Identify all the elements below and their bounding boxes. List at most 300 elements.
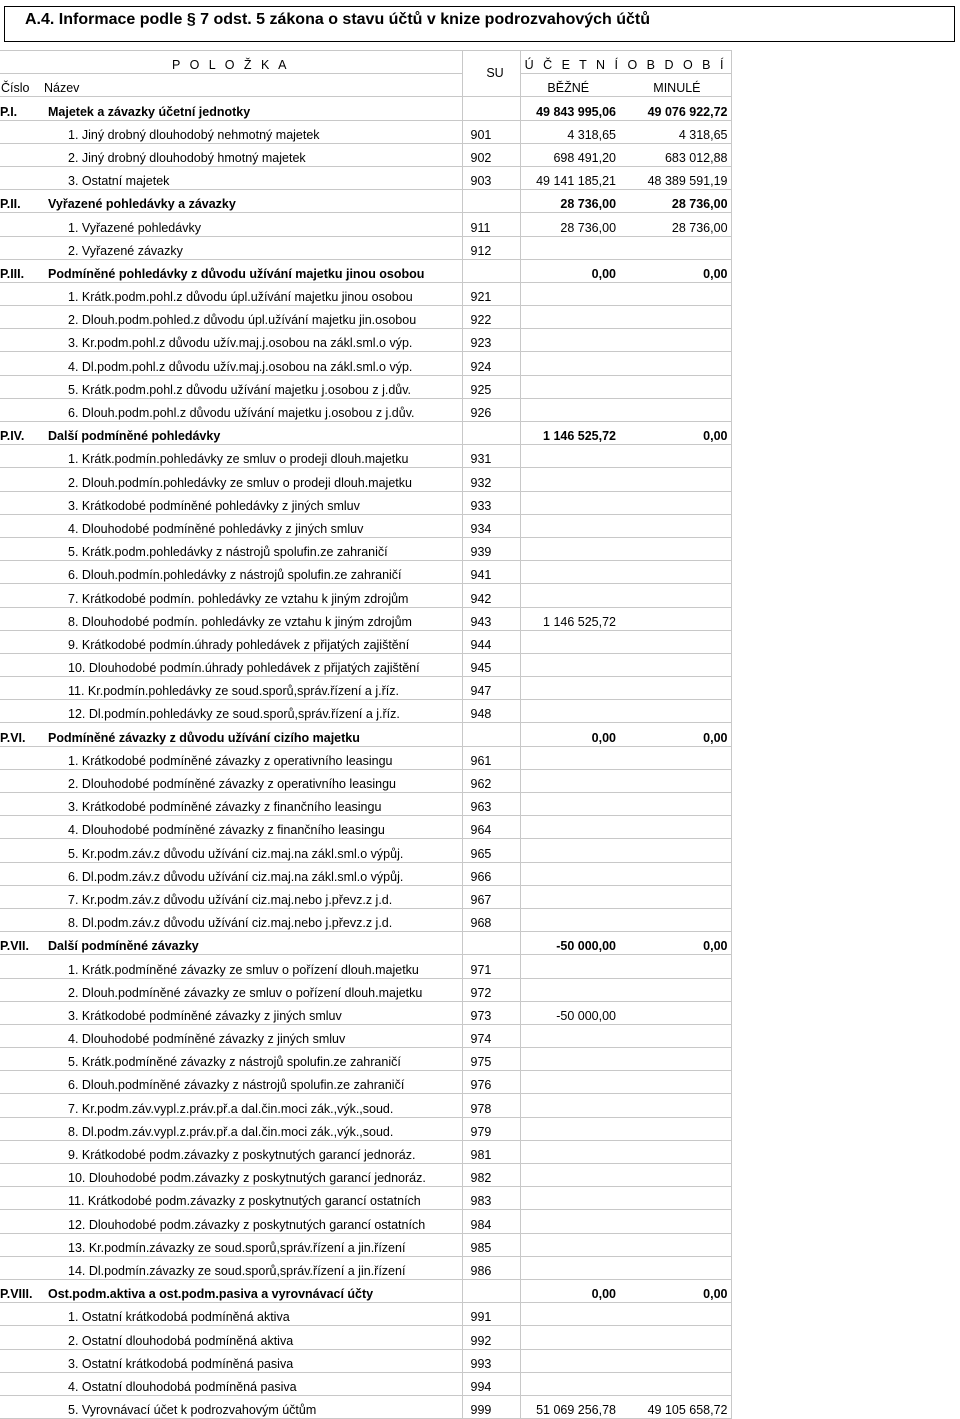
table-row [0,1024,731,1047]
row-su: 968 [462,908,520,931]
row-su: 964 [462,816,520,839]
row-previous-value [616,1094,731,1117]
row-name: 3. Krátkodobé podmíněné závazky z finančního leasingu [40,793,462,816]
header-minule: MINULÉ [616,74,731,97]
table-row [0,908,731,931]
row-su: 948 [462,700,520,723]
table-row [0,1395,731,1418]
section-row [0,190,731,213]
row-name: 11. Kr.podmín.pohledávky ze soud.sporů,správ.řízení a j.říz. [40,677,462,700]
row-su: 993 [462,1349,520,1372]
row-current-value [520,375,616,398]
row-previous-value [616,1140,731,1163]
row-name: 1. Vyřazené pohledávky [40,213,462,236]
row-previous-value: 4 318,65 [616,120,731,143]
row-current-value [520,1117,616,1140]
table-row [0,630,731,653]
row-name: Podmíněné závazky z důvodu užívání cizího majetku [40,723,462,746]
section-row [0,723,731,746]
row-previous-value [616,908,731,931]
table-row [0,978,731,1001]
row-current-value: 1 146 525,72 [520,607,616,630]
row-current-value [520,1256,616,1279]
row-name: 3. Ostatní krátkodobá podmíněná pasiva [40,1349,462,1372]
row-name: 1. Ostatní krátkodobá podmíněná aktiva [40,1303,462,1326]
row-number [0,1164,40,1187]
row-su [462,1279,520,1302]
row-name: 3. Krátkodobé podmíněné závazky z jiných smluv [40,1001,462,1024]
table-row [0,1233,731,1256]
row-su: 926 [462,398,520,421]
row-su: 925 [462,375,520,398]
row-previous-value [616,1164,731,1187]
row-current-value [520,885,616,908]
row-name: 6. Dlouh.podm.pohl.z důvodu užívání majetku j.osobou z j.dův. [40,398,462,421]
table-row [0,236,731,259]
table-row [0,282,731,305]
row-name: 8. Dlouhodobé podmín. pohledávky ze vztahu k jiným zdrojům [40,607,462,630]
row-current-value [520,491,616,514]
row-current-value [520,306,616,329]
row-su: 973 [462,1001,520,1024]
row-number [0,677,40,700]
row-name: 1. Krátkodobé podmíněné závazky z operativního leasingu [40,746,462,769]
table-row [0,1001,731,1024]
table-row [0,1164,731,1187]
table-row [0,468,731,491]
row-su: 931 [462,445,520,468]
table-row [0,1326,731,1349]
row-number [0,468,40,491]
row-previous-value [616,561,731,584]
row-number [0,1001,40,1024]
row-current-value [520,468,616,491]
table-row [0,375,731,398]
row-su [462,259,520,282]
row-current-value: 0,00 [520,723,616,746]
row-previous-value [616,491,731,514]
row-number [0,398,40,421]
row-current-value [520,677,616,700]
row-previous-value [616,514,731,537]
row-name: 13. Kr.podmín.závazky ze soud.sporů,správ.řízení a jin.řízení [40,1233,462,1256]
header-bezne: BĚŽNÉ [520,74,616,97]
row-number [0,120,40,143]
header-cislo: Číslo [0,74,40,97]
row-number: P.VI. [0,723,40,746]
row-name: 4. Dlouhodobé podmíněné pohledávky z jiných smluv [40,514,462,537]
row-number [0,1395,40,1418]
row-number [0,1210,40,1233]
row-previous-value [616,885,731,908]
row-current-value [520,769,616,792]
table-row [0,166,731,189]
row-number [0,491,40,514]
row-previous-value [616,1303,731,1326]
row-previous-value [616,1326,731,1349]
row-su: 971 [462,955,520,978]
row-number [0,746,40,769]
row-su: 921 [462,282,520,305]
row-su: 963 [462,793,520,816]
row-name: 5. Krátk.podm.pohledávky z nástrojů spolufin.ze zahraničí [40,537,462,560]
section-row [0,97,731,120]
table-row [0,1071,731,1094]
row-previous-value [616,236,731,259]
section-row [0,932,731,955]
row-previous-value [616,1210,731,1233]
row-su: 912 [462,236,520,259]
row-previous-value [616,282,731,305]
table-row [0,1349,731,1372]
row-current-value [520,1164,616,1187]
row-previous-value [616,537,731,560]
row-su: 978 [462,1094,520,1117]
row-su: 944 [462,630,520,653]
row-su [462,932,520,955]
row-name: 12. Dl.podmín.pohledávky ze soud.sporů,správ.řízení a j.říz. [40,700,462,723]
row-number [0,445,40,468]
row-name: 8. Dl.podm.záv.z důvodu užívání ciz.maj.nebo j.převz.z j.d. [40,908,462,931]
row-current-value [520,352,616,375]
row-previous-value [616,1187,731,1210]
row-name: 2. Dlouh.podm.pohled.z důvodu úpl.užívání majetku jin.osobou [40,306,462,329]
row-number [0,1187,40,1210]
table-row [0,398,731,421]
row-current-value [520,1187,616,1210]
row-number [0,1117,40,1140]
table-row [0,1094,731,1117]
row-name: Další podmíněné pohledávky [40,422,462,445]
row-number: P.VIII. [0,1279,40,1302]
row-name: 3. Ostatní majetek [40,166,462,189]
row-current-value: 49 141 185,21 [520,166,616,189]
header-su: SU [462,51,520,97]
row-current-value: -50 000,00 [520,1001,616,1024]
row-number [0,584,40,607]
row-name: 5. Kr.podm.záv.z důvodu užívání ciz.maj.na zákl.sml.o výpůj. [40,839,462,862]
row-current-value [520,282,616,305]
row-su: 984 [462,1210,520,1233]
row-current-value: 28 736,00 [520,213,616,236]
row-number [0,1140,40,1163]
table-row [0,1048,731,1071]
row-name: 1. Krátk.podmín.pohledávky ze smluv o prodeji dlouh.majetku [40,445,462,468]
row-current-value [520,1349,616,1372]
row-number [0,816,40,839]
row-name: 3. Krátkodobé podmíněné pohledávky z jiných smluv [40,491,462,514]
row-su: 903 [462,166,520,189]
row-previous-value [616,306,731,329]
row-current-value [520,1048,616,1071]
row-previous-value [616,677,731,700]
row-previous-value [616,468,731,491]
row-current-value: 1 146 525,72 [520,422,616,445]
row-name: 2. Vyřazené závazky [40,236,462,259]
row-name: 6. Dlouh.podmíněné závazky z nástrojů spolufin.ze zahraničí [40,1071,462,1094]
row-previous-value: 0,00 [616,422,731,445]
row-su: 932 [462,468,520,491]
row-previous-value [616,839,731,862]
row-su: 934 [462,514,520,537]
row-current-value: 698 491,20 [520,143,616,166]
row-number [0,352,40,375]
row-number [0,908,40,931]
row-number [0,885,40,908]
row-su: 985 [462,1233,520,1256]
row-current-value [520,1024,616,1047]
table-row [0,1140,731,1163]
row-su: 975 [462,1048,520,1071]
row-number [0,1024,40,1047]
row-previous-value [616,1048,731,1071]
row-name: 12. Dlouhodobé podm.závazky z poskytnutých garancí ostatních [40,1210,462,1233]
row-previous-value: 28 736,00 [616,213,731,236]
row-number [0,862,40,885]
row-current-value: 0,00 [520,259,616,282]
row-current-value [520,445,616,468]
table-row [0,445,731,468]
header-row-top [0,51,731,74]
table-row [0,352,731,375]
row-current-value [520,398,616,421]
row-previous-value [616,700,731,723]
row-previous-value [616,630,731,653]
row-previous-value [616,1117,731,1140]
table-row [0,514,731,537]
table-row [0,746,731,769]
row-su: 962 [462,769,520,792]
row-previous-value [616,1071,731,1094]
row-current-value [520,746,616,769]
table-row [0,120,731,143]
table-row [0,653,731,676]
row-su: 933 [462,491,520,514]
row-number [0,236,40,259]
row-current-value: -50 000,00 [520,932,616,955]
row-number [0,514,40,537]
row-su: 941 [462,561,520,584]
table-row [0,1303,731,1326]
row-name: Další podmíněné závazky [40,932,462,955]
row-previous-value: 49 076 922,72 [616,97,731,120]
row-previous-value: 0,00 [616,723,731,746]
table-row [0,329,731,352]
row-number [0,1349,40,1372]
table-row [0,1256,731,1279]
row-su: 974 [462,1024,520,1047]
row-su: 961 [462,746,520,769]
row-su: 999 [462,1395,520,1418]
row-previous-value [616,862,731,885]
row-previous-value [616,329,731,352]
header-nazev: Název [40,74,462,97]
row-previous-value [616,955,731,978]
section-row [0,259,731,282]
row-name: 1. Jiný drobný dlouhodobý nehmotný majetek [40,120,462,143]
row-current-value: 49 843 995,06 [520,97,616,120]
row-current-value [520,630,616,653]
row-number: P.II. [0,190,40,213]
row-number [0,653,40,676]
row-name: Vyřazené pohledávky a závazky [40,190,462,213]
row-number [0,329,40,352]
row-previous-value [616,352,731,375]
table-row [0,306,731,329]
row-su: 947 [462,677,520,700]
row-name: 2. Jiný drobný dlouhodobý hmotný majetek [40,143,462,166]
row-current-value [520,537,616,560]
row-current-value: 4 318,65 [520,120,616,143]
row-number [0,1326,40,1349]
row-name: 7. Krátkodobé podmín. pohledávky ze vztahu k jiným zdrojům [40,584,462,607]
row-current-value [520,1210,616,1233]
row-su: 994 [462,1372,520,1395]
row-number [0,282,40,305]
row-number [0,769,40,792]
row-name: 5. Krátk.podm.pohl.z důvodu užívání majetku j.osobou z j.dův. [40,375,462,398]
row-previous-value [616,1024,731,1047]
table-row [0,584,731,607]
row-name: Majetek a závazky účetní jednotky [40,97,462,120]
row-number [0,1094,40,1117]
row-current-value [520,862,616,885]
row-su: 902 [462,143,520,166]
header-polozka: P O L O Ž K A [0,51,462,74]
row-name: 7. Kr.podm.záv.vypl.z.práv.př.a dal.čin.moci zák.,výk.,soud. [40,1094,462,1117]
row-name: 4. Dlouhodobé podmíněné závazky z finančního leasingu [40,816,462,839]
row-su: 945 [462,653,520,676]
table-row [0,677,731,700]
row-number [0,1071,40,1094]
row-name: 6. Dlouh.podmín.pohledávky z nástrojů spolufin.ze zahraničí [40,561,462,584]
row-name: 2. Dlouh.podmíněné závazky ze smluv o pořízení dlouh.majetku [40,978,462,1001]
table-row [0,839,731,862]
row-name: 5. Vyrovnávací účet k podrozvahovým účtům [40,1395,462,1418]
table-row [0,885,731,908]
row-name: 2. Ostatní dlouhodobá podmíněná aktiva [40,1326,462,1349]
row-previous-value [616,607,731,630]
table-row [0,1372,731,1395]
row-name: 4. Dl.podm.pohl.z důvodu užív.maj.j.osobou na zákl.sml.o výp. [40,352,462,375]
row-number [0,561,40,584]
row-name: Podmíněné pohledávky z důvodu užívání majetku jinou osobou [40,259,462,282]
row-number [0,793,40,816]
row-number [0,375,40,398]
row-current-value [520,955,616,978]
row-su: 983 [462,1187,520,1210]
row-previous-value [616,769,731,792]
table-row [0,491,731,514]
row-number [0,1372,40,1395]
row-number [0,537,40,560]
row-su: 981 [462,1140,520,1163]
row-su: 923 [462,329,520,352]
row-current-value [520,793,616,816]
header-row-bottom [0,74,731,97]
section-row [0,1279,731,1302]
table-row [0,561,731,584]
row-previous-value [616,653,731,676]
table-row [0,537,731,560]
row-previous-value: 28 736,00 [616,190,731,213]
row-current-value: 0,00 [520,1279,616,1302]
row-name: 9. Krátkodobé podm.závazky z poskytnutých garancí jednoráz. [40,1140,462,1163]
row-number [0,166,40,189]
row-previous-value [616,1372,731,1395]
row-name: 1. Krátk.podmíněné závazky ze smluv o pořízení dlouh.majetku [40,955,462,978]
table-row [0,816,731,839]
row-su: 924 [462,352,520,375]
row-number [0,143,40,166]
row-current-value [520,700,616,723]
row-su: 976 [462,1071,520,1094]
table-row [0,213,731,236]
row-su: 939 [462,537,520,560]
row-current-value [520,1372,616,1395]
row-current-value [520,839,616,862]
row-name: 10. Dlouhodobé podm.závazky z poskytnutých garancí jednoráz. [40,1164,462,1187]
table-row [0,1117,731,1140]
row-previous-value [616,445,731,468]
row-previous-value [616,1349,731,1372]
table-row [0,143,731,166]
row-current-value [520,584,616,607]
row-current-value [520,1326,616,1349]
table-row [0,700,731,723]
row-su: 991 [462,1303,520,1326]
row-number [0,978,40,1001]
table-row [0,1210,731,1233]
row-number [0,1233,40,1256]
section-row [0,422,731,445]
row-current-value [520,329,616,352]
row-current-value [520,514,616,537]
row-previous-value [616,816,731,839]
row-su: 982 [462,1164,520,1187]
row-name: 6. Dl.podm.záv.z důvodu užívání ciz.maj.na zákl.sml.o výpůj. [40,862,462,885]
row-su: 922 [462,306,520,329]
row-name: 7. Kr.podm.záv.z důvodu užívání ciz.maj.nebo j.převz.z j.d. [40,885,462,908]
row-su: 992 [462,1326,520,1349]
row-current-value [520,1140,616,1163]
row-current-value [520,1094,616,1117]
row-current-value [520,653,616,676]
row-previous-value: 683 012,88 [616,143,731,166]
row-su [462,97,520,120]
row-name: Ost.podm.aktiva a ost.podm.pasiva a vyrovnávací účty [40,1279,462,1302]
row-su: 986 [462,1256,520,1279]
row-name: 2. Dlouh.podmín.pohledávky ze smluv o prodeji dlouh.majetku [40,468,462,491]
row-su: 972 [462,978,520,1001]
row-current-value [520,1303,616,1326]
row-su [462,422,520,445]
row-name: 1. Krátk.podm.pohl.z důvodu úpl.užívání majetku jinou osobou [40,282,462,305]
row-current-value [520,978,616,1001]
page-title: A.4. Informace podle § 7 odst. 5 zákona o stavu účtů v knize podrozvahových účtů [4,6,955,42]
row-number: P.III. [0,259,40,282]
row-name: 2. Dlouhodobé podmíněné závazky z operativního leasingu [40,769,462,792]
row-current-value [520,1071,616,1094]
table-row [0,862,731,885]
row-name: 3. Kr.podm.pohl.z důvodu užív.maj.j.osobou na zákl.sml.o výp. [40,329,462,352]
row-previous-value [616,1233,731,1256]
row-name: 8. Dl.podm.záv.vypl.z.práv.př.a dal.čin.moci zák.,výk.,soud. [40,1117,462,1140]
row-su [462,723,520,746]
row-number [0,607,40,630]
row-current-value [520,1233,616,1256]
row-previous-value: 0,00 [616,932,731,955]
